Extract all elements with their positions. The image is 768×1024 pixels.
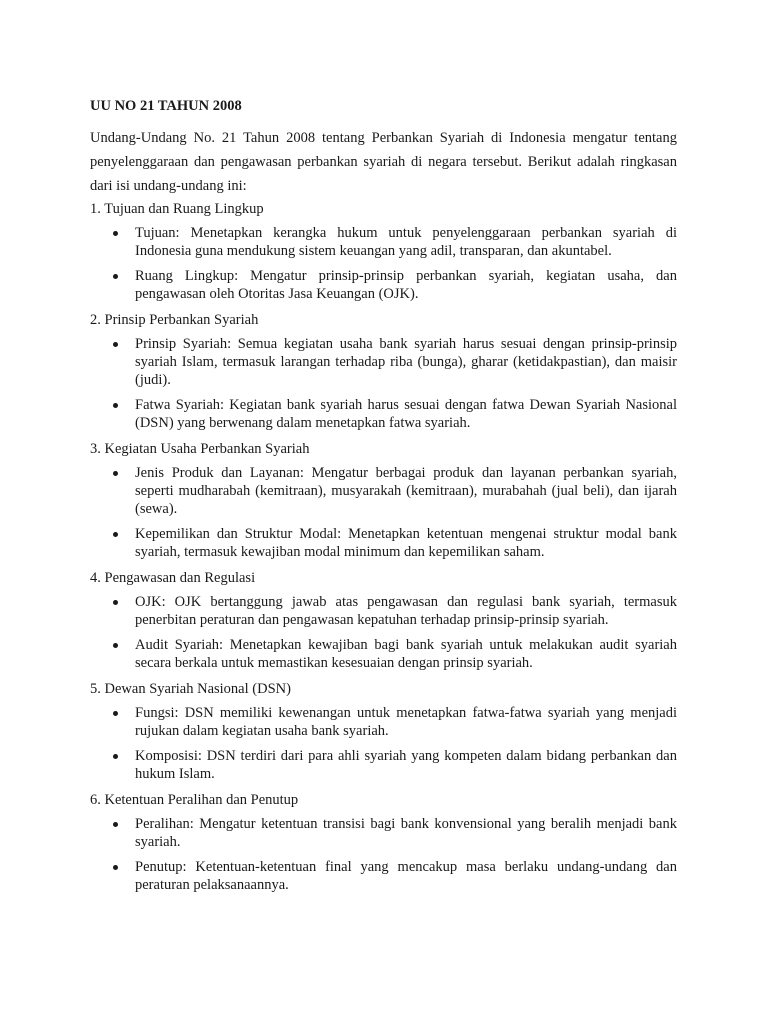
section-heading: 5. Dewan Syariah Nasional (DSN) bbox=[90, 681, 291, 697]
bullet-icon bbox=[113, 471, 118, 476]
section-heading: 4. Pengawasan dan Regulasi bbox=[90, 570, 256, 586]
bullet-icon bbox=[113, 342, 118, 347]
list-item bbox=[90, 267, 677, 303]
list-item-text: Audit Syariah: Menetapkan kewajiban bagi bank syariah untuk melakukan audit syariah secara berkala untuk memastikan kesesuaian dengan prinsip syariah. bbox=[135, 637, 677, 671]
bullet-list bbox=[90, 704, 677, 783]
list-item bbox=[90, 747, 677, 783]
bullet-list bbox=[90, 593, 677, 672]
bullet-icon bbox=[113, 532, 118, 537]
bullet-list bbox=[90, 815, 677, 894]
list-item bbox=[90, 858, 677, 894]
list-item-text: Fungsi: DSN memiliki kewenangan untuk menetapkan fatwa-fatwa syariah yang menjadi rujukan dalam kegiatan usaha bank syariah. bbox=[135, 705, 677, 739]
bullet-icon bbox=[113, 403, 118, 408]
list-item-text: OJK: OJK bertanggung jawab atas pengawasan dan regulasi bank syariah, termasuk penerbitan peraturan dan pengawasan kepatuhan terhadap prinsip-prinsip syariah. bbox=[135, 594, 677, 628]
list-item bbox=[90, 593, 677, 629]
bullet-list bbox=[90, 224, 677, 303]
list-item-text: Komposisi: DSN terdiri dari para ahli syariah yang kompeten dalam bidang perbankan dan hukum Islam. bbox=[135, 748, 677, 782]
document-page bbox=[90, 96, 677, 901]
list-item-text: Fatwa Syariah: Kegiatan bank syariah harus sesuai dengan fatwa Dewan Syariah Nasional (DSN) yang berwenang dalam menetapkan fatwa syariah. bbox=[135, 397, 677, 431]
bullet-icon bbox=[113, 754, 118, 759]
bullet-icon bbox=[113, 231, 118, 236]
list-item bbox=[90, 525, 677, 561]
section-2 bbox=[90, 310, 677, 432]
bullet-icon bbox=[113, 711, 118, 716]
section-1 bbox=[90, 199, 677, 303]
list-item-text: Peralihan: Mengatur ketentuan transisi bagi bank konvensional yang beralih menjadi bank syariah. bbox=[135, 816, 677, 850]
bullet-icon bbox=[113, 822, 118, 827]
section-heading: 6. Ketentuan Peralihan dan Penutup bbox=[90, 792, 299, 808]
section-heading: 1. Tujuan dan Ruang Lingkup bbox=[90, 201, 264, 217]
list-item bbox=[90, 464, 677, 518]
bullet-list bbox=[90, 464, 677, 561]
bullet-icon bbox=[113, 865, 118, 870]
list-item-text: Prinsip Syariah: Semua kegiatan usaha bank syariah harus sesuai dengan prinsip-prinsip syariah Islam, termasuk larangan terhadap riba (bunga), gharar (ketidakpastian), dan maisir (judi). bbox=[135, 336, 677, 388]
list-item-text: Kepemilikan dan Struktur Modal: Menetapkan ketentuan mengenai struktur modal bank syariah, termasuk kewajiban modal minimum dan kepemilikan saham. bbox=[135, 526, 677, 560]
list-item-text: Jenis Produk dan Layanan: Mengatur berbagai produk dan layanan perbankan syariah, seperti mudharabah (kemitraan), musyarakah (kemitraan), murabahah (jual beli), dan ijarah (sewa). bbox=[135, 465, 677, 517]
list-item bbox=[90, 335, 677, 389]
list-item bbox=[90, 396, 677, 432]
intro-paragraph: Undang-Undang No. 21 Tahun 2008 tentang Perbankan Syariah di Indonesia mengatur tentang penyelenggaraan dan pengawasan perbankan syariah di negara tersebut. Berikut adalah ringkasan dari isi undang-undang ini: bbox=[90, 130, 677, 194]
bullet-icon bbox=[113, 643, 118, 648]
list-item-text: Tujuan: Menetapkan kerangka hukum untuk penyelenggaraan perbankan syariah di Indonesia guna mendukung sistem keuangan yang adil, transparan, dan akuntabel. bbox=[135, 225, 677, 259]
bullet-icon bbox=[113, 274, 118, 279]
section-heading: 3. Kegiatan Usaha Perbankan Syariah bbox=[90, 441, 310, 457]
document-title: UU NO 21 TAHUN 2008 bbox=[90, 98, 242, 114]
section-6 bbox=[90, 790, 677, 894]
list-item bbox=[90, 224, 677, 260]
list-item-text: Penutup: Ketentuan-ketentuan final yang mencakup masa berlaku undang-undang dan peraturan pelaksanaannya. bbox=[135, 859, 677, 893]
section-4 bbox=[90, 568, 677, 672]
list-item-text: Ruang Lingkup: Mengatur prinsip-prinsip perbankan syariah, kegiatan usaha, dan pengawasan oleh Otoritas Jasa Keuangan (OJK). bbox=[135, 268, 677, 302]
bullet-list bbox=[90, 335, 677, 432]
list-item bbox=[90, 815, 677, 851]
list-item bbox=[90, 704, 677, 740]
section-5 bbox=[90, 679, 677, 783]
section-3 bbox=[90, 439, 677, 561]
list-item bbox=[90, 636, 677, 672]
bullet-icon bbox=[113, 600, 118, 605]
section-heading: 2. Prinsip Perbankan Syariah bbox=[90, 312, 259, 328]
